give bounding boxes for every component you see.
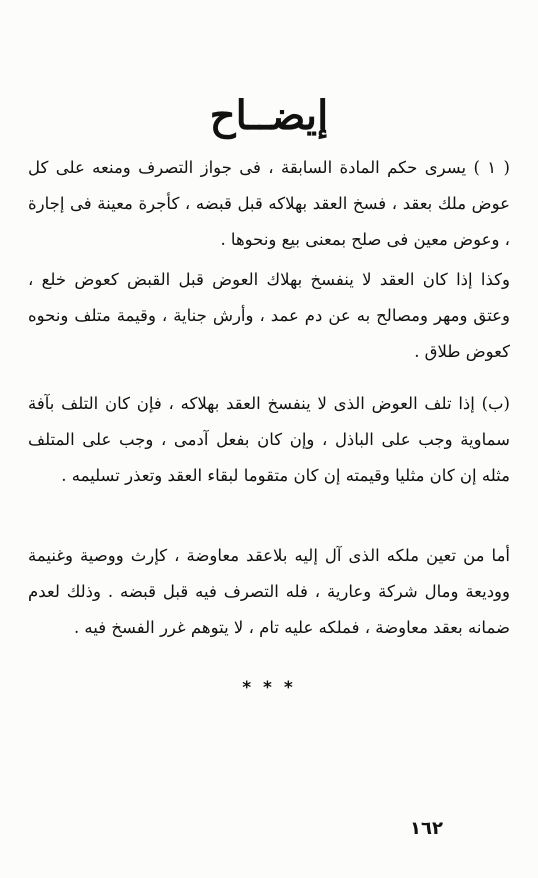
paragraph-3: (ب) إذا تلف العوض الذى لا ينفسخ العقد بهلاكه ، فإن كان التلف بآفة سماوية وجب على الباذل ، وإن كان بفعل آدمى ، وجب على المتلف مثله إن كان مثليا وقيمته إن كان متقوما لبقاء العقد وتعذر تسليمه . xyxy=(28,394,510,485)
section-separator: * * * xyxy=(242,678,296,698)
paragraph-4: أما من تعين ملكه الذى آل إليه بلاعقد معاوضة ، كإرث ووصية وغنيمة ووديعة ومال شركة وعارية ، فله التصرف فيه قبل قبضه . وذلك لعدم ضمانه بعقد معاوضة ، فملكه عليه تام ، لا يتوهم غرر الفسخ فيه . xyxy=(28,546,510,637)
paragraph-1: ( ١ ) يسرى حكم المادة السابقة ، فى جواز التصرف ومنعه على كل عوض ملك بعقد ، فسخ العقد بهلاكه قبل قبضه ، كأجرة معينة فى إجارة ، وعوض معين فى صلح بمعنى بيع ونحوها . xyxy=(28,158,510,249)
page-title: إيضــاح xyxy=(209,92,329,139)
page-number: ١٦٢ xyxy=(410,818,443,839)
paragraph-2: وكذا إذا كان العقد لا ينفسخ بهلاك العوض قبل القبض كعوض خلع ، وعتق ومهر ومصالح به عن دم عمد ، وأرش جناية ، وقيمة متلف ونحوه كعوض طلاق . xyxy=(28,270,510,361)
